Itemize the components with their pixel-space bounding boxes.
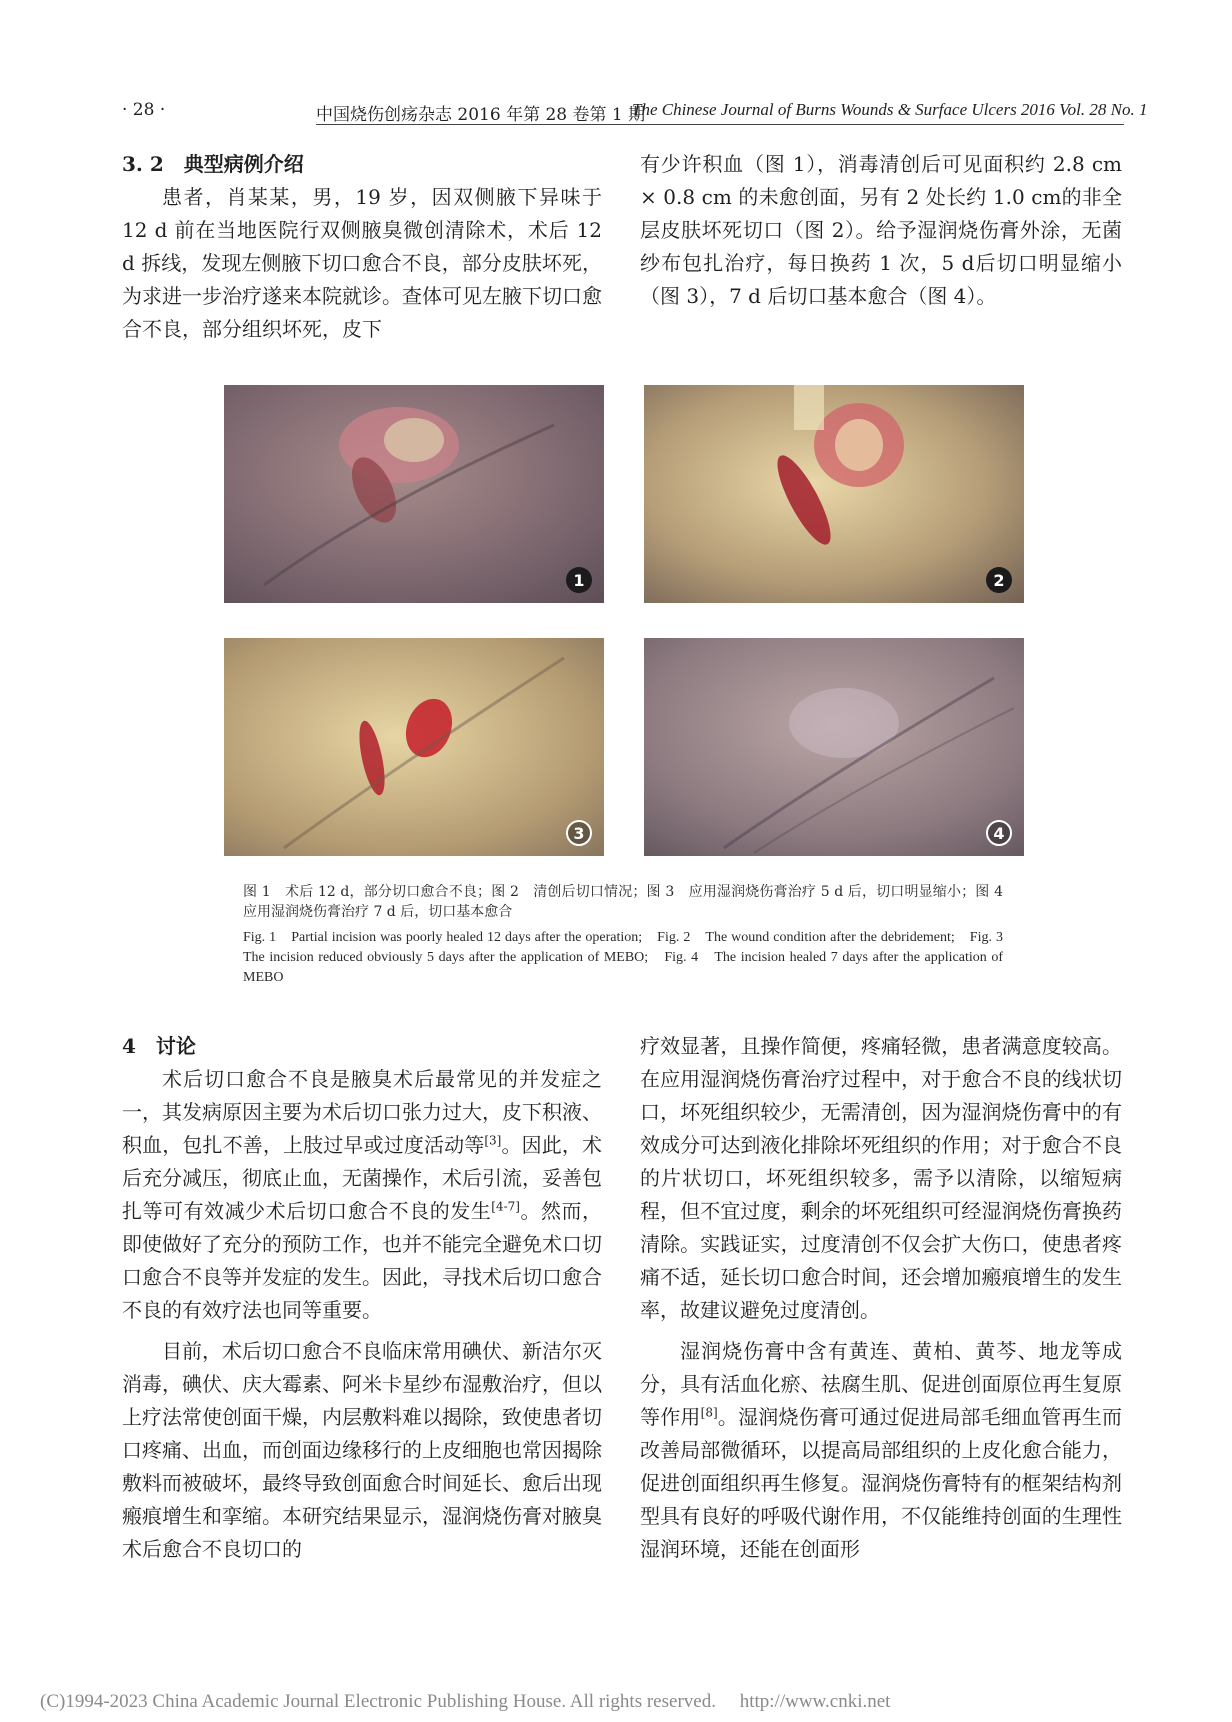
section-4-right-column xyxy=(640,1030,1122,1566)
case-paragraph-start: 患者，肖某某，男，19 岁，因双侧腋下异味于 12 d 前在当地医院行双侧腋臭微创清除术，术后 12 d 拆线，发现左侧腋下切口愈合不良，部分皮肤坏死，为求进一步治疗遂来本院就诊。查体可见左腋下切口愈合不良，部分组织坏死，皮下 xyxy=(122,185,602,341)
discussion-paragraph-2-continued: 疗效显著，且操作简便，疼痛轻微，患者满意度较高。在应用湿润烧伤膏治疗过程中，对于愈合不良的线状切口，坏死组织较少，无需清创，因为湿润烧伤膏中的有效成分可达到液化排除坏死组织的作用；对于愈合不良的片状切口，坏死组织较多，需予以清除，以缩短病程，但不宜过度，剩余的坏死组织可经湿润烧伤膏换药清除。实践证实，过度清创不仅会扩大伤口，使患者疼痛不适，延长切口愈合时间，还会增加瘢痕增生的发生率，故建议避免过度清创。 xyxy=(640,1034,1122,1322)
figure-2-number: 2 xyxy=(986,567,1012,593)
case-paragraph-continued: 有少许积血（图 1），消毒清创后可见面积约 2.8 cm × 0.8 cm 的未愈创面，另有 2 处长约 1.0 cm的非全层皮肤坏死切口（图 2）。给予湿润烧伤膏外涂，无菌纱布包扎治疗，每日换药 1 次，5 d后切口明显缩小（图 3），7 d 后切口基本愈合（图 4）。 xyxy=(640,152,1122,308)
section-3-2-left-column xyxy=(122,148,602,346)
journal-title-cn: 中国烧伤创疡杂志 2016 年第 28 卷第 1 期 xyxy=(316,105,646,125)
page-number: · 28 · xyxy=(122,100,166,120)
discussion-paragraph-3: 湿润烧伤膏中含有黄连、黄柏、黄芩、地龙等成分，具有活血化瘀、祛腐生肌、促进创面原位再生复原等作用[8]。湿润烧伤膏可通过促进局部毛细血管再生而改善局部微循环，以提高局部组织的上皮化愈合能力，促进创面组织再生修复。湿润烧伤膏特有的框架结构剂型具有良好的呼吸代谢作用，不仅能维持创面的生理性湿润环境，还能在创面形 xyxy=(640,1339,1123,1561)
discussion-paragraph-2: 目前，术后切口愈合不良临床常用碘伏、新洁尔灭消毒，碘伏、庆大霉素、阿米卡星纱布湿敷治疗，但以上疗法常使创面干燥，内层敷料难以揭除，致使患者切口疼痛、出血，而创面边缘移行的上皮细胞也常因揭除敷料而被破坏，最终导致创面愈合时间延长、愈后出现瘢痕增生和挛缩。本研究结果显示，湿润烧伤膏对腋臭术后愈合不良切口的 xyxy=(122,1339,602,1561)
section-4-left-column xyxy=(122,1030,602,1566)
figure-3-photo xyxy=(224,638,604,856)
copyright-footer: (C)1994-2023 China Academic Journal Electronic Publishing House. All rights reserved. http://www.cnki.net xyxy=(40,1691,891,1712)
journal-title-en: The Chinese Journal of Burns Wounds & Surface Ulcers 2016 Vol. 28 No. 1 xyxy=(632,100,1148,119)
figure-1-number: 1 xyxy=(566,567,592,593)
figure-1-photo xyxy=(224,385,604,603)
section-4-heading: 4 讨论 xyxy=(122,1034,196,1058)
figure-2-photo xyxy=(644,385,1024,603)
header-rule xyxy=(316,124,1124,125)
figure-4-photo xyxy=(644,638,1024,856)
figure-caption-en: Fig. 1 Partial incision was poorly healed 12 days after the operation; Fig. 2 The wound condition after the debridement; Fig. 3 The incision reduced obviously 5 days after the application of MEBO; Fig. 4 The incision healed 7 days after the application of MEBO xyxy=(243,930,1017,985)
figure-caption-cn: 图 1 术后 12 d，部分切口愈合不良；图 2 清创后切口情况；图 3 应用湿润烧伤膏治疗 5 d 后，切口明显缩小；图 4 应用湿润烧伤膏治疗 7 d 后，切口基本愈合 xyxy=(243,884,1017,920)
figure-3-number: 3 xyxy=(566,820,592,846)
discussion-paragraph-1: 术后切口愈合不良是腋臭术后最常见的并发症之一，其发病原因主要为术后切口张力过大，皮下积液、积血，包扎不善，上肢过早或过度活动等[3]。因此，术后充分减压，彻底止血，无菌操作，术后引流，妥善包扎等可有效减少术后切口愈合不良的发生[4-7]。然而，即使做好了充分的预防工作，也并不能完全避免术口切口愈合不良等并发症的发生。因此，寻找术后切口愈合不良的有效疗法也同等重要。 xyxy=(122,1067,603,1322)
section-3-2-heading: 3. 2 典型病例介绍 xyxy=(122,152,304,176)
citation-8: [8] xyxy=(700,1405,718,1420)
figure-4-number: 4 xyxy=(986,820,1012,846)
citation-4-7: [4-7] xyxy=(491,1199,520,1214)
section-3-2-right-column xyxy=(640,148,1122,313)
citation-3: [3] xyxy=(484,1133,502,1148)
